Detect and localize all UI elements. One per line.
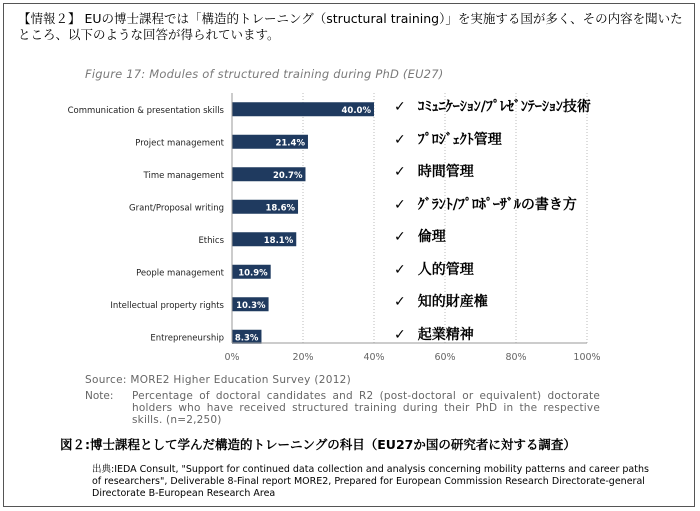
figure-caption: 図２:博士課程として学んだ構造的トレーニングの科目（EU27か国の研究者に対する調査）: [60, 437, 576, 452]
chart-note-label: Note:: [85, 390, 114, 402]
annotation-label: [394, 226, 446, 246]
figure-credit: 出典:IEDA Consult, "Support for continued data collection and analysis concerning mobility patterns and career paths of researchers", Deliverable 8-Final report MORE2, Prepared for European Commission Research Directorate-general Directorate B-European Research Area: [92, 464, 649, 499]
x-tick-label: 100%: [573, 352, 601, 363]
x-tick-label: 40%: [363, 352, 385, 363]
annotation-label: [394, 161, 474, 181]
bar-value-label: 18.6%: [265, 203, 296, 214]
check-mark-icon: ✓: [394, 131, 406, 148]
annotation-label: [394, 259, 474, 279]
x-tick-label: 20%: [292, 352, 314, 363]
annotation-text: 起業精神: [417, 326, 474, 343]
check-mark-icon: ✓: [394, 326, 406, 343]
annotation-label: [394, 194, 577, 214]
category-label: Intellectual property rights: [110, 300, 224, 311]
annotation-label: [394, 96, 591, 116]
bar-value-label: 21.4%: [275, 138, 305, 149]
bar-value-label: 40.0%: [341, 105, 371, 116]
category-label: Entrepreneurship: [150, 333, 224, 344]
annotation-label: [394, 324, 474, 344]
annotation-text: 人的管理: [417, 261, 474, 278]
category-label: Communication & presentation skills: [67, 105, 224, 116]
annotation-text: ﾌﾟﾛｼﾞｪｸﾄ管理: [417, 131, 502, 148]
chart-category-labels: [68, 106, 225, 344]
bar-value-label: 8.3%: [234, 333, 259, 344]
annotation-label: [394, 291, 488, 311]
x-tick-label: 0%: [224, 352, 240, 363]
bar-value-label: 10.3%: [236, 300, 266, 311]
chart-x-ticks: [224, 352, 600, 363]
annotation-label: [394, 129, 502, 149]
annotation-text: 倫理: [417, 229, 446, 246]
category-label: Time management: [143, 170, 224, 181]
x-tick-label: 60%: [434, 352, 456, 363]
check-mark-icon: ✓: [394, 229, 406, 246]
check-mark-icon: ✓: [394, 164, 406, 181]
chart-title: Figure 17: Modules of structured training during PhD (EU27): [85, 67, 444, 81]
intro-text: 【情報２】 EUの博士課程では「構造的トレーニング（structural training）」を実施する国が多く、その内容を聞いたところ、以下のような回答が得られています。: [18, 11, 683, 42]
chart-source: Source: MORE2 Higher Education Survey (2012): [85, 374, 352, 386]
x-tick-label: 80%: [505, 352, 527, 363]
chart-note: Percentage of doctoral candidates and R2 (post-doctoral or equivalent) doctorate holders who have received structured training during their PhD in the respective skills. (n=2,250): [132, 390, 600, 426]
check-mark-icon: ✓: [394, 261, 406, 278]
category-label: People management: [136, 268, 224, 279]
category-label: Grant/Proposal writing: [129, 203, 224, 214]
check-mark-icon: ✓: [394, 196, 406, 213]
category-label: Ethics: [198, 235, 224, 246]
annotation-text: ｺﾐｭﾆｹｰｼｮﾝ/ﾌﾟﾚｾﾞﾝﾃｰｼｮﾝ技術: [417, 99, 591, 116]
annotation-text: 時間管理: [417, 164, 474, 181]
bar-value-label: 10.9%: [238, 268, 268, 279]
check-mark-icon: ✓: [394, 294, 406, 311]
annotation-text: 知的財産権: [417, 294, 488, 311]
bar-value-label: 20.7%: [272, 170, 303, 181]
bar-value-label: 18.1%: [263, 235, 294, 246]
check-mark-icon: ✓: [394, 99, 406, 116]
category-label: Project management: [135, 138, 224, 149]
annotation-text: ｸﾞﾗﾝﾄ/ﾌﾟﾛﾎﾟｰｻﾞﾙの書き方: [417, 196, 577, 213]
